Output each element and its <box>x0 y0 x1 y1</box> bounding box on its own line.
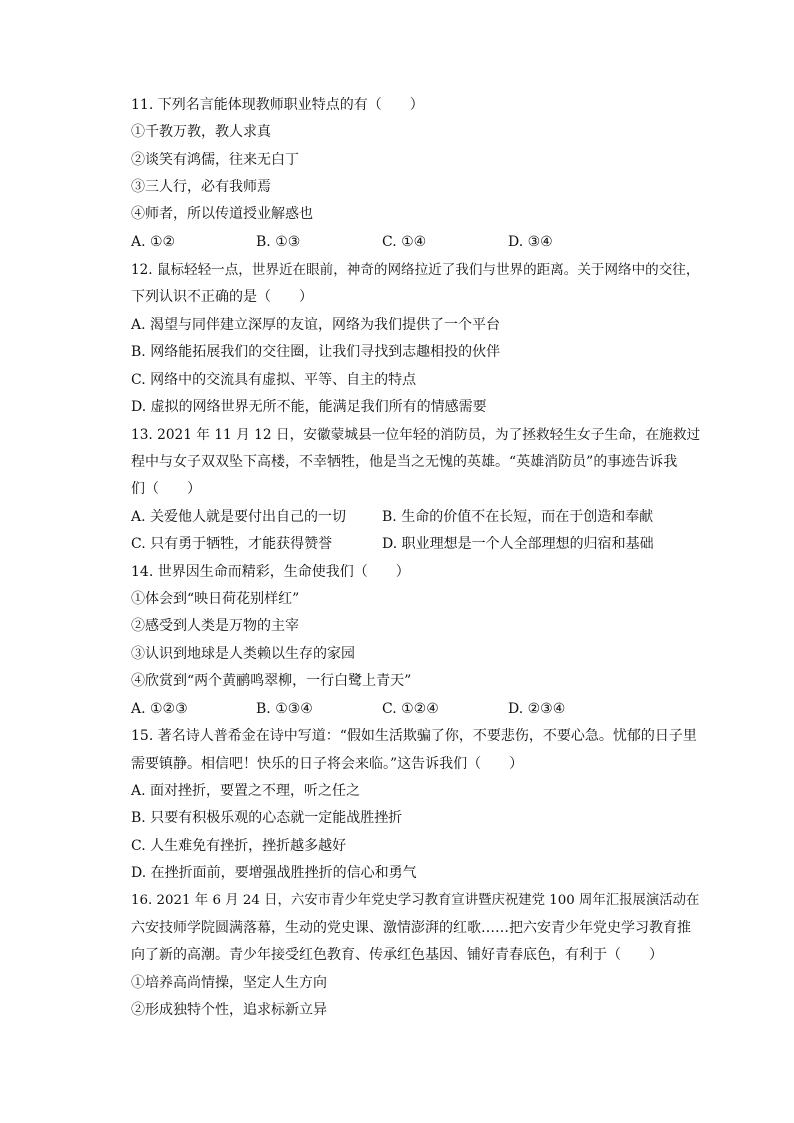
option-d: D. ②③④ <box>508 701 566 717</box>
option-c: C. ①④ <box>382 234 427 250</box>
question-stem-line: 六安技师学院圆满落幕，生动的党史课、激情澎湃的红歌……把六安青少年党史学习教育推 <box>131 920 691 936</box>
option-b: B. 只要有积极乐观的心态就一定能战胜挫折 <box>131 810 403 826</box>
statement-item: ①体会到“映日荷花别样红” <box>131 591 300 607</box>
question-stem-line: 们（ ） <box>131 481 201 497</box>
question-stem-line: 下列认识不正确的是（ ） <box>131 289 313 305</box>
option-c: C. ①②④ <box>382 701 439 717</box>
question-stem-line: 12. 鼠标轻轻一点，世界近在眼前，神奇的网络拉近了我们与世界的距离。关于网络中的交往， <box>131 262 700 278</box>
statement-item: ③认识到地球是人类赖以生存的家园 <box>131 646 355 662</box>
statement-item: ①千教万教，教人求真 <box>131 124 271 140</box>
statement-item: ④师者，所以传道授业解惑也 <box>131 206 313 222</box>
statement-item: ②谈笑有鸿儒，往来无白丁 <box>131 152 299 168</box>
statement-item: ③三人行，必有我师焉 <box>131 179 271 195</box>
option-b: B. ①③ <box>256 234 301 250</box>
option-b: B. 网络能拓展我们的交往圈，让我们寻找到志趣相投的伙伴 <box>131 344 501 360</box>
statement-item: ②感受到人类是万物的主宰 <box>131 618 299 634</box>
question-stem-line: 向了新的高潮。青少年接受红色教育、传承红色基因、铺好青春底色，有利于（ ） <box>131 947 663 963</box>
option-d: D. ③④ <box>508 234 553 250</box>
question-stem-line: 16. 2021 年 6 月 24 日，六安市青少年党史学习教育宣讲暨庆祝建党 100 周年汇报展演活动在 <box>131 893 700 908</box>
option-a: A. ①②③ <box>131 701 188 717</box>
question-stem: 11. 下列名言能体现教师职业特点的有（ ） <box>131 97 424 113</box>
option-c: C. 网络中的交流具有虚拟、平等、自主的特点 <box>131 372 417 388</box>
question-stem-line: 13. 2021 年 11 月 12 日，安徽蒙城县一位年轻的消防员，为了拯救轻生女子生命，在施救过 <box>131 427 701 443</box>
option-c: C. 只有勇于牺牲，才能获得赞誉 <box>131 536 333 552</box>
option-c: C. 人生难免有挫折，挫折越多越好 <box>131 838 347 854</box>
option-a: A. ①② <box>131 234 176 250</box>
option-d: D. 虚拟的网络世界无所不能，能满足我们所有的情感需要 <box>131 399 487 415</box>
option-d: D. 职业理想是一个人全部理想的归宿和基础 <box>382 536 654 552</box>
option-d: D. 在挫折面前，要增强战胜挫折的信心和勇气 <box>131 865 417 881</box>
statement-item: ④欣赏到“两个黄鹂鸣翠柳，一行白鹭上青天” <box>131 673 412 689</box>
statement-item: ②形成独特个性，追求标新立异 <box>131 1002 327 1018</box>
option-a: A. 渴望与同伴建立深厚的友谊，网络为我们提供了一个平台 <box>131 317 501 333</box>
option-b: B. 生命的价值不在长短，而在于创造和奉献 <box>382 509 654 525</box>
question-stem-line: 程中与女子双双坠下高楼，不幸牺牲，他是当之无愧的英雄。“英雄消防员”的事迹告诉我 <box>131 454 678 470</box>
option-a: A. 关爱他人就是要付出自己的一切 <box>131 509 347 525</box>
option-b: B. ①③④ <box>256 701 313 717</box>
question-stem: 14. 世界因生命而精彩，生命使我们（ ） <box>131 564 410 580</box>
question-stem-line: 需要镇静。相信吧！快乐的日子将会来临。”这告诉我们（ ） <box>131 756 524 772</box>
option-a: A. 面对挫折，要置之不理，听之任之 <box>131 783 361 799</box>
question-stem-line: 15. 著名诗人普希金在诗中写道：“假如生活欺骗了你，不要悲伤，不要心急。忧郁的日子里 <box>131 728 697 744</box>
statement-item: ①培养高尚情操，坚定人生方向 <box>131 975 327 991</box>
